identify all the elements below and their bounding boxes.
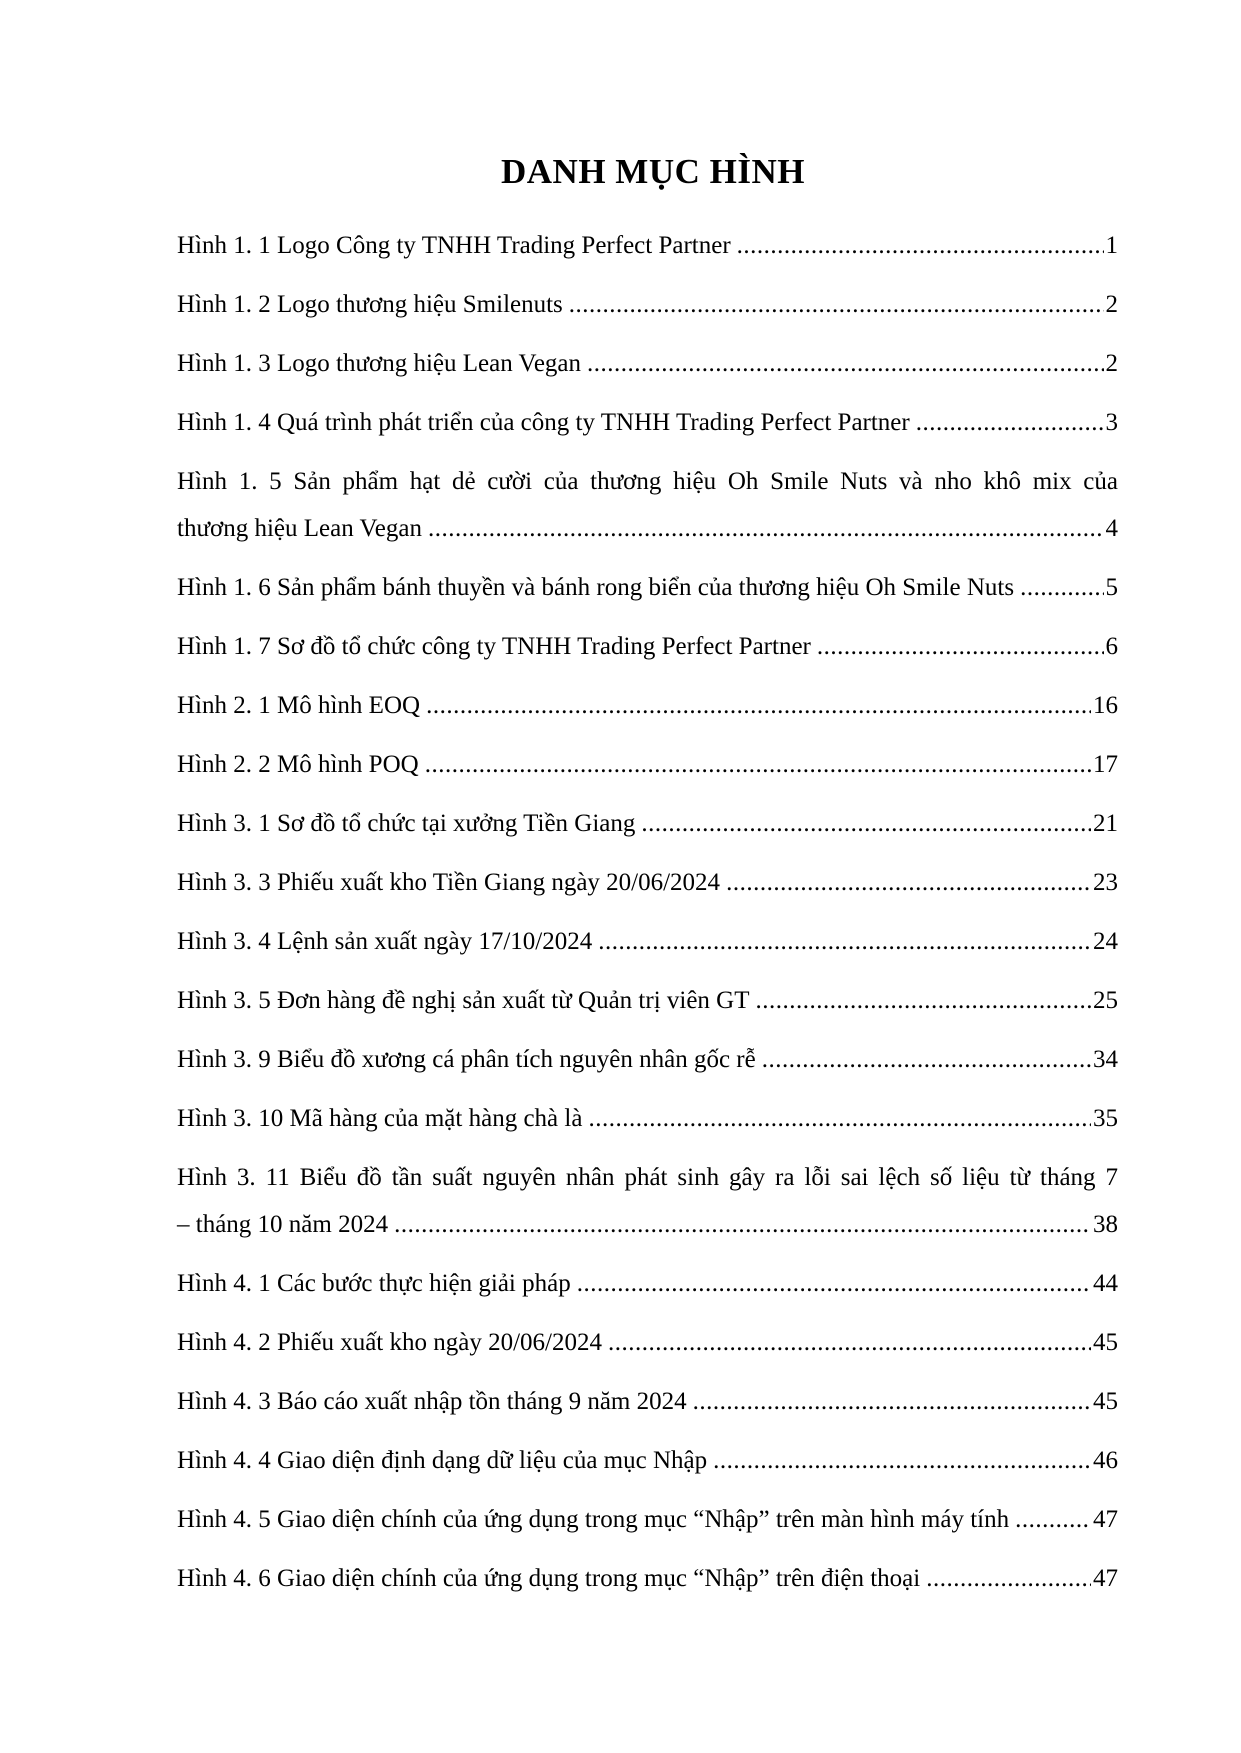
toc-entry[interactable] <box>177 564 1118 611</box>
toc-entry-page: 35 <box>1093 1105 1118 1132</box>
toc-entry[interactable] <box>177 623 1118 670</box>
toc-entry[interactable] <box>177 741 1118 788</box>
toc-entry-text: Hình 4. 2 Phiếu xuất kho ngày 20/06/2024 <box>177 1329 602 1356</box>
toc-entry-page: 3 <box>1105 409 1118 436</box>
toc-entry-page: 4 <box>1105 515 1118 542</box>
toc-entry[interactable] <box>177 918 1118 965</box>
dot-leader <box>737 222 1104 269</box>
toc-entry[interactable] <box>177 1036 1118 1083</box>
dot-leader <box>926 1555 1091 1602</box>
dot-leader <box>426 682 1091 729</box>
dot-leader <box>425 741 1091 788</box>
figure-list <box>177 222 1118 1614</box>
toc-entry-text: Hình 2. 2 Mô hình POQ <box>177 751 419 778</box>
dot-leader <box>569 281 1104 328</box>
dot-leader <box>1020 564 1103 611</box>
toc-entry-text: Hình 1. 3 Logo thương hiệu Lean Vegan <box>177 350 582 377</box>
dot-leader <box>428 505 1104 552</box>
toc-entry-text: Hình 2. 1 Mô hình EOQ <box>177 692 421 719</box>
toc-entry[interactable] <box>177 1319 1118 1366</box>
dot-leader <box>726 859 1091 906</box>
toc-entry-text: Hình 4. 5 Giao diện chính của ứng dụng trong mục “Nhập” trên màn hình máy tính <box>177 1506 1010 1533</box>
toc-entry-text: Hình 4. 1 Các bước thực hiện giải pháp <box>177 1270 571 1297</box>
toc-entry-page: 16 <box>1093 692 1118 719</box>
page-title: DANH MỤC HÌNH <box>501 152 805 191</box>
toc-entry[interactable] <box>177 281 1118 328</box>
toc-entry-text: Hình 3. 4 Lệnh sản xuất ngày 17/10/2024 <box>177 928 593 955</box>
toc-entry-text: Hình 4. 3 Báo cáo xuất nhập tồn tháng 9 năm 2024 <box>177 1388 687 1415</box>
toc-entry-page: 6 <box>1105 633 1118 660</box>
dot-leader <box>713 1437 1091 1484</box>
toc-entry-page: 23 <box>1093 869 1118 896</box>
toc-entry[interactable] <box>177 222 1118 269</box>
toc-entry-page: 25 <box>1093 987 1118 1014</box>
toc-entry-page: 21 <box>1093 810 1118 837</box>
toc-entry-text-line1: Hình 3. 11 Biểu đồ tần suất nguyên nhân phát sinh gây ra lỗi sai lệch số liệu từ tháng 7 <box>177 1164 1118 1191</box>
dot-leader <box>577 1260 1091 1307</box>
toc-entry-text: Hình 3. 10 Mã hàng của mặt hàng chà là <box>177 1105 583 1132</box>
toc-entry-text: Hình 1. 1 Logo Công ty TNHH Trading Perfect Partner <box>177 232 731 259</box>
toc-entry-text: Hình 1. 7 Sơ đồ tổ chức công ty TNHH Trading Perfect Partner <box>177 633 811 660</box>
toc-entry-text: Hình 1. 6 Sản phẩm bánh thuyền và bánh rong biển của thương hiệu Oh Smile Nuts <box>177 574 1015 601</box>
toc-entry-page: 38 <box>1093 1211 1118 1238</box>
toc-entry-page: 5 <box>1105 574 1118 601</box>
dot-leader <box>916 399 1104 446</box>
toc-entry[interactable] <box>177 1154 1118 1248</box>
dot-leader <box>394 1201 1091 1248</box>
dot-leader <box>817 623 1104 670</box>
toc-entry-text: Hình 4. 6 Giao diện chính của ứng dụng trong mục “Nhập” trên điện thoại <box>177 1565 921 1592</box>
toc-entry-page: 44 <box>1093 1270 1118 1297</box>
toc-entry-text: Hình 4. 4 Giao diện định dạng dữ liệu của mục Nhập <box>177 1447 708 1474</box>
toc-entry[interactable] <box>177 458 1118 552</box>
toc-entry[interactable] <box>177 859 1118 906</box>
dot-leader <box>762 1036 1091 1083</box>
dot-leader <box>756 977 1091 1024</box>
dot-leader <box>587 340 1103 387</box>
dot-leader <box>588 1095 1091 1142</box>
toc-entry-text-line1: Hình 1. 5 Sản phẩm hạt dẻ cười của thương hiệu Oh Smile Nuts và nho khô mix của <box>177 468 1118 495</box>
toc-entry-page: 45 <box>1093 1329 1118 1356</box>
dot-leader <box>598 918 1091 965</box>
toc-entry[interactable] <box>177 977 1118 1024</box>
toc-entry-text: Hình 3. 1 Sơ đồ tổ chức tại xưởng Tiền Giang <box>177 810 636 837</box>
toc-entry-text-line2: – tháng 10 năm 2024 <box>177 1211 389 1238</box>
toc-entry-page: 47 <box>1093 1565 1118 1592</box>
toc-entry-page: 24 <box>1093 928 1118 955</box>
toc-entry[interactable] <box>177 1378 1118 1425</box>
toc-entry[interactable] <box>177 800 1118 847</box>
dot-leader <box>1015 1496 1091 1543</box>
toc-entry-page: 2 <box>1105 291 1118 318</box>
toc-entry[interactable] <box>177 1260 1118 1307</box>
toc-entry[interactable] <box>177 399 1118 446</box>
toc-entry-page: 46 <box>1093 1447 1118 1474</box>
toc-entry[interactable] <box>177 1555 1118 1602</box>
toc-entry-page: 47 <box>1093 1506 1118 1533</box>
toc-entry-page: 34 <box>1093 1046 1118 1073</box>
toc-entry-page: 2 <box>1105 350 1118 377</box>
toc-entry[interactable] <box>177 340 1118 387</box>
dot-leader <box>608 1319 1091 1366</box>
toc-entry-text: Hình 1. 4 Quá trình phát triển của công ty TNHH Trading Perfect Partner <box>177 409 910 436</box>
dot-leader <box>693 1378 1091 1425</box>
toc-entry-text: Hình 3. 3 Phiếu xuất kho Tiền Giang ngày 20/06/2024 <box>177 869 721 896</box>
toc-entry-page: 45 <box>1093 1388 1118 1415</box>
toc-entry-page: 17 <box>1093 751 1118 778</box>
toc-entry[interactable] <box>177 1437 1118 1484</box>
toc-entry[interactable] <box>177 1095 1118 1142</box>
dot-leader <box>641 800 1091 847</box>
toc-entry-text: Hình 1. 2 Logo thương hiệu Smilenuts <box>177 291 563 318</box>
toc-entry[interactable] <box>177 682 1118 729</box>
toc-entry-text: Hình 3. 5 Đơn hàng đề nghị sản xuất từ Quản trị viên GT <box>177 987 750 1014</box>
toc-entry-text-line2: thương hiệu Lean Vegan <box>177 515 422 542</box>
toc-entry-text: Hình 3. 9 Biểu đồ xương cá phân tích nguyên nhân gốc rễ <box>177 1046 756 1073</box>
toc-entry[interactable] <box>177 1496 1118 1543</box>
toc-entry-page: 1 <box>1105 232 1118 259</box>
